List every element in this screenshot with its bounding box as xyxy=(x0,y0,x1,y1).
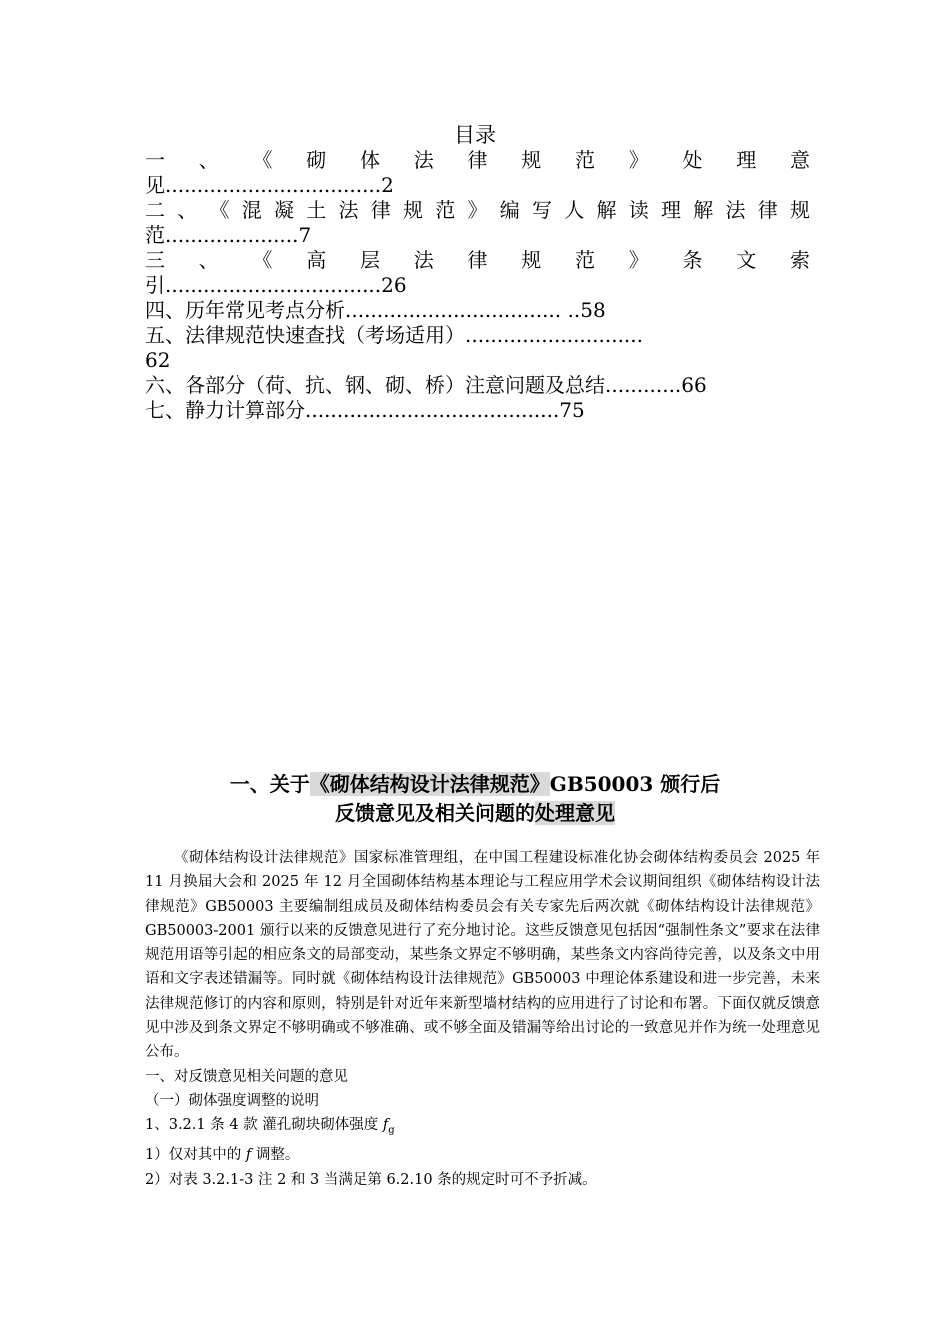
toc-char: 层 xyxy=(360,248,380,272)
toc-char: 规 xyxy=(521,148,542,172)
clause-sub-1 xyxy=(145,1143,820,1167)
toc-char: 、 xyxy=(198,248,219,272)
table-of-contents xyxy=(145,148,810,423)
title-highlight: 处理意见 xyxy=(535,801,615,825)
toc-char: 规 xyxy=(790,198,810,222)
clause-sub-2: 2）对表 3.2.1-3 注 2 和 3 当满足第 6.2.10 条的规定时可不予折减。 xyxy=(145,1171,597,1188)
symbol-f: f xyxy=(382,1117,389,1134)
toc-char: 体 xyxy=(360,148,380,172)
subheading-strength: （一）砌体强度调整的说明 xyxy=(145,1092,319,1109)
toc-entry-5[interactable]: 五、法律规范快速查找（考场适用）............................ xyxy=(145,323,644,347)
toc-char: 《 xyxy=(252,248,273,272)
toc-char: 解 xyxy=(693,198,714,222)
toc-char: 》 xyxy=(467,198,488,222)
toc-char: 砌 xyxy=(306,148,327,172)
toc-char: 解 xyxy=(596,198,617,222)
toc-char: 文 xyxy=(736,248,757,272)
clause-text: 1、3.2.1 条 4 款 灌孔砌块砌体强度 xyxy=(145,1117,383,1134)
toc-char: 律 xyxy=(370,198,391,222)
toc-entry-4[interactable]: 四、历年常见考点分析.................................. ..58 xyxy=(145,298,606,322)
toc-char: 读 xyxy=(628,198,649,222)
toc-char: 法 xyxy=(338,198,359,222)
toc-char: 律 xyxy=(467,148,488,172)
clause-text: 1）仅对其中的 xyxy=(145,1147,246,1164)
toc-entry-3-line1[interactable] xyxy=(145,248,810,273)
section-title-line2 xyxy=(0,799,950,828)
intro-paragraph: 《砌体结构设计法律规范》国家标准管理组，在中国工程建设标准化协会砌体结构委员会 2025 年 11 月换届大会和 2025 年 12 月全国砌体结构基本理论与工程应用学术会议期间组织《砌体结构设计法律规范》GB50003 主要编制组成员及砌体结构委员会有关专家先后两次就《砌体结构设计法律规范》GB50003-2001 颁行以来的反馈意见进行了充分地讨论。这些反馈意见包括因“强制性条文”要求在法律规范用语等引起的相应条文的局部变动，某些条文界定不够明确，某些条文内容尚待完善，以及条文中用语和文字表述错漏等。同时就《砌体结构设计法律规范》GB50003 中理论体系建设和进一步完善，未来法律规范修订的内容和原则，特别是针对近年来新型墙材结构的应用进行了讨论和布署。下面仅就反馈意见中涉及到条文界定不够明确或不够准确、或不够全面及错漏等给出讨论的一致意见并作为统一处理意见公布。 xyxy=(145,850,820,1061)
toc-entry-5-page[interactable]: 62 xyxy=(145,348,171,372)
toc-char: 法 xyxy=(413,148,434,172)
symbol-f: f xyxy=(245,1147,252,1164)
toc-char: 索 xyxy=(790,248,810,272)
toc-char: 二 xyxy=(145,198,165,222)
toc-char: 规 xyxy=(403,198,423,222)
toc-char: 、 xyxy=(177,198,198,222)
toc-char: 凝 xyxy=(274,198,294,222)
toc-char: 混 xyxy=(241,198,262,222)
toc-char: 范 xyxy=(435,198,456,222)
toc-char: 土 xyxy=(306,198,327,222)
toc-entry-2-line2[interactable]: 范.....................7 xyxy=(145,223,312,247)
toc-char: 三 xyxy=(145,248,165,272)
toc-char: 理 xyxy=(661,198,681,222)
clause-item-1 xyxy=(145,1113,820,1143)
toc-char: 写 xyxy=(532,198,552,222)
toc-char: 一 xyxy=(145,148,165,172)
toc-char: 高 xyxy=(306,248,327,272)
title-part: 一、关于 xyxy=(229,772,310,796)
title-part: GB50003 颁行后 xyxy=(549,772,721,796)
toc-char: 范 xyxy=(575,148,595,172)
toc-entry-2-line1[interactable] xyxy=(145,198,810,223)
toc-char: 编 xyxy=(499,198,520,222)
toc-entry-6[interactable]: 六、各部分（荷、抗、钢、砌、桥）注意问题及总结............66 xyxy=(145,373,707,397)
toc-entry-3-line2[interactable]: 引..................................26 xyxy=(145,273,407,297)
heading-opinions: 一、对反馈意见相关问题的意见 xyxy=(145,1068,348,1085)
toc-char: 范 xyxy=(575,248,595,272)
symbol-subscript: g xyxy=(388,1125,395,1137)
toc-char: 法 xyxy=(725,198,746,222)
toc-char: 处 xyxy=(682,148,703,172)
toc-entry-7[interactable]: 七、静力计算部分........................................75 xyxy=(145,398,585,422)
toc-title: 目录 xyxy=(454,123,496,147)
toc-char: 理 xyxy=(736,148,757,172)
toc-entry-1-line2[interactable]: 见..................................2 xyxy=(145,173,394,197)
toc-entry-1-line1[interactable] xyxy=(145,148,810,173)
toc-char: 《 xyxy=(209,198,230,222)
body-text xyxy=(145,846,820,1192)
title-highlight: 《砌体结构设计法律规范》 xyxy=(309,772,550,796)
toc-char: 律 xyxy=(757,198,778,222)
toc-char: 律 xyxy=(467,248,488,272)
toc-char: 》 xyxy=(628,248,649,272)
toc-char: 《 xyxy=(252,148,273,172)
toc-char: 规 xyxy=(521,248,542,272)
toc-char: 法 xyxy=(413,248,434,272)
section-title-line1 xyxy=(0,770,950,799)
toc-char: 条 xyxy=(682,248,703,272)
toc-char: 人 xyxy=(564,198,585,222)
toc-char: 》 xyxy=(628,148,649,172)
clause-text: 调整。 xyxy=(251,1147,300,1164)
toc-char: 意 xyxy=(790,148,810,172)
section-title xyxy=(0,770,950,828)
title-part: 反馈意见及相关问题的 xyxy=(335,801,535,825)
toc-char: 、 xyxy=(198,148,219,172)
